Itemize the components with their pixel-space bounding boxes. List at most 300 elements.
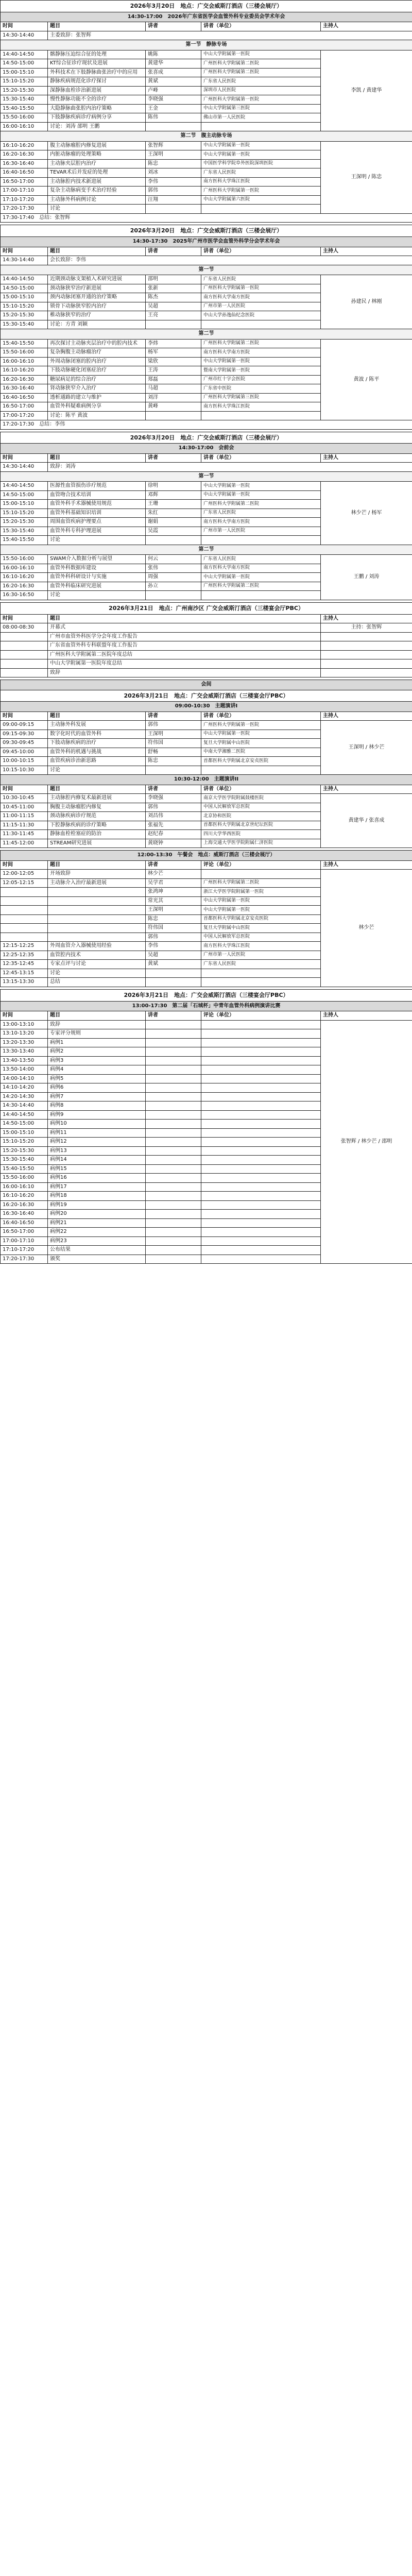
session-title: 2026年3月20日 地点：广交会威斯汀酒店（三楼会展厅） bbox=[1, 225, 412, 237]
session-band-row bbox=[1, 237, 412, 247]
header-speaker: 讲者 bbox=[146, 785, 201, 794]
row-time: 15:00-15:10 bbox=[1, 500, 48, 509]
row-speaker: 黄晓钟 bbox=[146, 839, 201, 848]
part-title: 第二节 bbox=[1, 329, 412, 340]
row-affiliation bbox=[201, 411, 321, 420]
row-topic: 周围血管疾病护理要点 bbox=[48, 518, 146, 527]
session-title: 2026年3月20日 地点：广交会威斯汀酒店（三楼会展厅） bbox=[1, 1, 412, 12]
row-time bbox=[1, 659, 48, 669]
row-time: 10:30-10:45 bbox=[1, 794, 48, 803]
opening-row bbox=[1, 256, 412, 265]
row-speaker bbox=[146, 766, 201, 775]
row-affiliation: 中山大学附属第一医院 bbox=[201, 896, 321, 906]
row-topic: 静脉血栓栓塞症的防治 bbox=[48, 830, 146, 839]
row-time: 15:30-15:40 bbox=[1, 1156, 48, 1165]
session-band-row bbox=[1, 12, 412, 22]
row-time: 16:30-16:40 bbox=[1, 384, 48, 394]
session-band-row bbox=[1, 775, 412, 785]
part-title: 第二节 腹主动脉专场 bbox=[1, 131, 412, 142]
row-affiliation bbox=[201, 1120, 321, 1129]
row-time bbox=[1, 896, 48, 906]
schedule-row bbox=[1, 632, 412, 641]
session-band: 14:30-17:30 2025年广州市医学会血管外科学分会学术年会 bbox=[1, 237, 412, 247]
opening-topic: 主委致辞：张智辉 bbox=[48, 31, 412, 40]
row-affiliation: 广州医科大学附属第一医院 bbox=[201, 284, 321, 293]
row-speaker: 郭伟 bbox=[146, 721, 201, 730]
row-topic: 肾动脉狭窄介入治疗 bbox=[48, 384, 146, 394]
row-time: 17:00-17:10 bbox=[1, 187, 48, 196]
row-topic: 外周血管介入器械使用经验 bbox=[48, 942, 146, 951]
session-d5 bbox=[0, 680, 412, 848]
row-speaker: 王深明 bbox=[146, 730, 201, 739]
row-time: 16:50-17:00 bbox=[1, 1228, 48, 1237]
schedule-row bbox=[1, 794, 412, 803]
session-d7-table bbox=[0, 850, 412, 987]
row-affiliation bbox=[201, 1047, 321, 1057]
row-affiliation bbox=[201, 1083, 321, 1093]
row-time: 10:15-10:30 bbox=[1, 766, 48, 775]
row-topic: 下腔静脉疾病的诊疗策略 bbox=[48, 821, 146, 830]
row-speaker bbox=[146, 1083, 201, 1093]
row-topic: 深静脉血栓诊治新进展 bbox=[48, 86, 146, 95]
session-band: 14:30-17:00 会前会 bbox=[1, 444, 412, 454]
row-time bbox=[1, 888, 48, 897]
row-speaker: 刘洋 bbox=[146, 393, 201, 402]
row-time: 15:10-15:20 bbox=[1, 302, 48, 311]
row-affiliation: 广州市第一人民医院 bbox=[201, 302, 321, 311]
row-speaker bbox=[146, 536, 201, 545]
row-topic: 下肢动脉疾病的治疗 bbox=[48, 739, 146, 748]
row-speaker: 符伟国 bbox=[146, 739, 201, 748]
row-time: 17:20-17:30 bbox=[1, 205, 48, 214]
row-topic: 病例1 bbox=[48, 1038, 146, 1047]
row-speaker: 王涛 bbox=[146, 366, 201, 376]
row-affiliation: 首都医科大学附属北京安贞医院 bbox=[201, 914, 321, 924]
row-affiliation bbox=[201, 1020, 321, 1029]
row-topic: 病例13 bbox=[48, 1146, 146, 1156]
part-title: 第二节 bbox=[1, 545, 412, 555]
chair-cell: 林少芒 bbox=[321, 870, 412, 987]
row-affiliation bbox=[201, 1164, 321, 1174]
row-speaker: 舒畅 bbox=[146, 748, 201, 757]
row-speaker bbox=[146, 1246, 201, 1255]
chair-cell: 黄波 / 陈平 bbox=[321, 339, 412, 420]
row-speaker bbox=[146, 591, 201, 600]
row-topic: 颈动脉疾病诊疗规范 bbox=[48, 812, 146, 821]
closing-note: 17:30-17:40 总结：张智辉 bbox=[1, 213, 412, 223]
session-title: 2026年3月20日 地点：广交会威斯汀酒店（三楼会展厅） bbox=[1, 432, 412, 444]
session-d3-table bbox=[0, 432, 412, 600]
row-topic: 血管外科专科护理进展 bbox=[48, 527, 146, 536]
row-speaker: 黄建华 bbox=[146, 59, 201, 69]
row-affiliation: 中山大学附属第一医院 bbox=[201, 490, 321, 500]
row-time: 12:35-12:45 bbox=[1, 960, 48, 969]
row-affiliation: 广州医科大学附属第二医院 bbox=[201, 339, 321, 348]
row-topic bbox=[48, 896, 146, 906]
row-affiliation bbox=[201, 1192, 321, 1201]
row-topic: 病例5 bbox=[48, 1074, 146, 1083]
programme-document bbox=[0, 0, 412, 1266]
row-affiliation: 中山大学附属第一医院 bbox=[201, 573, 321, 582]
header-affiliation: 讲者（单位） bbox=[201, 453, 321, 463]
row-topic: 血管疾病诊治新思路 bbox=[48, 757, 146, 766]
row-speaker: 邵明 bbox=[146, 275, 201, 284]
part-title-row bbox=[1, 131, 412, 142]
schedule-row bbox=[1, 650, 412, 659]
row-affiliation: 广州医科大学附属第二医院 bbox=[201, 59, 321, 69]
row-speaker bbox=[146, 1101, 201, 1111]
row-speaker: 吴学君 bbox=[146, 878, 201, 888]
row-time: 17:00-17:20 bbox=[1, 411, 48, 420]
row-speaker bbox=[146, 1038, 201, 1047]
row-speaker: 陈忠 bbox=[146, 914, 201, 924]
row-time: 15:50-16:00 bbox=[1, 113, 48, 123]
row-speaker: 陈伟 bbox=[146, 113, 201, 123]
row-speaker: 王珊 bbox=[146, 500, 201, 509]
row-speaker: 王深明 bbox=[146, 906, 201, 915]
row-affiliation: 中山大学附属第一医院 bbox=[201, 730, 321, 739]
row-note bbox=[321, 668, 412, 677]
row-time: 15:40-15:50 bbox=[1, 339, 48, 348]
session-band: 10:30-12:00 主题演讲II bbox=[1, 775, 412, 785]
row-time: 16:10-16:20 bbox=[1, 141, 48, 150]
row-affiliation bbox=[201, 1128, 321, 1138]
row-topic bbox=[48, 914, 146, 924]
header-topic: 题目 bbox=[48, 711, 146, 721]
row-time: 17:10-17:20 bbox=[1, 195, 48, 205]
row-topic: 血管外科的机遇与挑战 bbox=[48, 748, 146, 757]
row-affiliation: 南方医科大学南方医院 bbox=[201, 564, 321, 573]
session-title-row bbox=[1, 225, 412, 237]
row-time: 17:00-17:10 bbox=[1, 1236, 48, 1246]
row-speaker bbox=[146, 1110, 201, 1120]
row-time: 15:30-15:40 bbox=[1, 527, 48, 536]
row-topic: 内脏动脉瘤的处理策略 bbox=[48, 150, 146, 160]
row-time: 16:30-16:40 bbox=[1, 159, 48, 168]
row-topic: STREAM研究进展 bbox=[48, 839, 146, 848]
schedule-row bbox=[1, 339, 412, 348]
header-row bbox=[1, 785, 412, 794]
row-speaker bbox=[146, 1192, 201, 1201]
opening-topic: 会长致辞：李伟 bbox=[48, 256, 412, 265]
row-topic: 讨论：陈平 黄波 bbox=[48, 411, 146, 420]
schedule-row bbox=[1, 555, 412, 564]
header-speaker: 讲者 bbox=[146, 22, 201, 31]
header-affiliation: 讲者（单位） bbox=[201, 711, 321, 721]
row-time: 16:00-16:10 bbox=[1, 1182, 48, 1192]
row-topic: 公布结果 bbox=[48, 1246, 146, 1255]
row-speaker bbox=[146, 320, 201, 329]
row-time: 16:00-16:10 bbox=[1, 357, 48, 366]
header-speaker: 讲者 bbox=[146, 453, 201, 463]
schedule-row bbox=[1, 141, 412, 150]
row-affiliation: 复旦大学附属中山医院 bbox=[201, 739, 321, 748]
header-topic: 题目 bbox=[48, 614, 321, 623]
row-topic: 总结 bbox=[48, 978, 146, 987]
row-time: 16:00-16:10 bbox=[1, 122, 48, 131]
schedule-row bbox=[1, 641, 412, 651]
row-time: 10:00-10:15 bbox=[1, 757, 48, 766]
row-topic: 主动脉外科发展 bbox=[48, 721, 146, 730]
row-time: 09:15-09:30 bbox=[1, 730, 48, 739]
row-time: 15:40-15:50 bbox=[1, 536, 48, 545]
opening-row bbox=[1, 463, 412, 472]
row-time: 15:30-15:40 bbox=[1, 320, 48, 329]
session-title: 2026年3月21日 地点：广交会威斯汀酒店（三楼宴会厅PBC） bbox=[1, 989, 412, 1001]
session-band: 14:30-17:00 2026年广东省医学会血管外科专业委员会学术年会 bbox=[1, 12, 412, 22]
closing-note-row bbox=[1, 420, 412, 430]
header-topic: 题目 bbox=[48, 247, 146, 256]
row-speaker: 刘昌伟 bbox=[146, 812, 201, 821]
row-speaker: 谢娟 bbox=[146, 518, 201, 527]
row-topic: 讨论：刘涛 邵明 王鹏 bbox=[48, 122, 146, 131]
row-time: 14:40-14:50 bbox=[1, 1110, 48, 1120]
row-affiliation: 广州医科大学附属第一医院 bbox=[201, 187, 321, 196]
row-speaker bbox=[146, 1164, 201, 1174]
row-speaker: 郑磊 bbox=[146, 375, 201, 384]
row-topic: 下肢静脉疾病诊疗病例分享 bbox=[48, 113, 146, 123]
row-time: 15:00-15:10 bbox=[1, 1128, 48, 1138]
row-affiliation bbox=[201, 1182, 321, 1192]
row-topic: 医源性血管损伤诊疗规范 bbox=[48, 482, 146, 491]
row-affiliation: 广东省中医院 bbox=[201, 384, 321, 394]
row-speaker bbox=[146, 122, 201, 131]
row-time: 08:00-08:30 bbox=[1, 623, 48, 633]
row-note bbox=[321, 632, 412, 641]
row-affiliation bbox=[201, 1146, 321, 1156]
row-speaker: 张鸿坤 bbox=[146, 888, 201, 897]
row-speaker: 郭伟 bbox=[146, 803, 201, 812]
row-topic: 广东省血管外科专科联盟年度工作报告 bbox=[48, 641, 321, 651]
row-topic: 病例15 bbox=[48, 1164, 146, 1174]
row-time: 14:50-15:00 bbox=[1, 490, 48, 500]
row-time: 15:00-15:10 bbox=[1, 68, 48, 77]
row-topic: 血管腔内技术 bbox=[48, 951, 146, 960]
row-topic: 血管吻合技术培训 bbox=[48, 490, 146, 500]
header-chair: 主持人 bbox=[321, 453, 412, 463]
row-topic: 中山大学附属第一医院年度总结 bbox=[48, 659, 321, 669]
row-affiliation bbox=[201, 1218, 321, 1228]
row-affiliation: 中山大学附属第六医院 bbox=[201, 195, 321, 205]
row-topic: 病例19 bbox=[48, 1200, 146, 1210]
header-affiliation: 讲者（单位） bbox=[201, 22, 321, 31]
row-affiliation: 广州医科大学附属第一医院 bbox=[201, 95, 321, 105]
row-speaker: 刘冰 bbox=[146, 168, 201, 178]
row-topic bbox=[48, 924, 146, 933]
row-topic: 近期颈动脉支架植入术研究进展 bbox=[48, 275, 146, 284]
row-affiliation: 广州医科大学附属第二医院 bbox=[201, 500, 321, 509]
row-affiliation bbox=[201, 978, 321, 987]
session-title-row bbox=[1, 989, 412, 1001]
row-time: 14:30-14:40 bbox=[1, 1101, 48, 1111]
part-title-row bbox=[1, 545, 412, 555]
row-speaker bbox=[146, 1255, 201, 1264]
row-topic: 讨论 bbox=[48, 205, 146, 214]
header-topic: 题目 bbox=[48, 453, 146, 463]
row-time bbox=[1, 914, 48, 924]
row-speaker: 郭伟 bbox=[146, 933, 201, 942]
header-chair: 主持人 bbox=[321, 614, 412, 623]
row-topic: 椎动脉狭窄的治疗 bbox=[48, 311, 146, 320]
row-time: 16:40-16:50 bbox=[1, 393, 48, 402]
header-speaker: 讲者 bbox=[146, 247, 201, 256]
row-time: 14:50-15:00 bbox=[1, 284, 48, 293]
header-time: 时间 bbox=[1, 711, 48, 721]
row-topic: 病例23 bbox=[48, 1236, 146, 1246]
row-time bbox=[1, 906, 48, 915]
header-time: 时间 bbox=[1, 453, 48, 463]
row-speaker bbox=[146, 205, 201, 214]
row-topic: 血管外科科研设计与实施 bbox=[48, 573, 146, 582]
row-topic: 病例4 bbox=[48, 1065, 146, 1075]
session-band-row bbox=[1, 702, 412, 712]
row-topic: 主动脉介入治疗最新进展 bbox=[48, 878, 146, 888]
row-affiliation bbox=[201, 1228, 321, 1237]
row-time: 12:15-12:25 bbox=[1, 942, 48, 951]
header-speaker: 讲者 bbox=[146, 1011, 201, 1021]
header-chair: 主持人 bbox=[321, 860, 412, 870]
row-time: 16:40-16:50 bbox=[1, 168, 48, 178]
row-affiliation: 广东省人民医院 bbox=[201, 77, 321, 87]
row-affiliation: 广州医科大学附属第二医院 bbox=[201, 68, 321, 77]
opening-time: 14:30-14:40 bbox=[1, 463, 48, 472]
header-topic: 题目 bbox=[48, 785, 146, 794]
row-speaker bbox=[146, 1092, 201, 1101]
part-title: 第一节 静脉专场 bbox=[1, 40, 412, 50]
row-speaker: 吴霞 bbox=[146, 527, 201, 536]
row-speaker: 陈忠 bbox=[146, 757, 201, 766]
row-affiliation bbox=[201, 1038, 321, 1047]
row-time: 14:10-14:20 bbox=[1, 1083, 48, 1093]
chair-cell: 王鹏 / 刘涛 bbox=[321, 555, 412, 600]
row-speaker bbox=[146, 1146, 201, 1156]
row-time: 14:40-14:50 bbox=[1, 482, 48, 491]
row-speaker: 张伟 bbox=[146, 564, 201, 573]
row-topic: 主动脉夹层腔内治疗 bbox=[48, 159, 146, 168]
row-topic: 主动脉腔内技术新进展 bbox=[48, 177, 146, 187]
row-speaker bbox=[146, 1047, 201, 1057]
row-time: 15:10-15:20 bbox=[1, 77, 48, 87]
row-time: 14:00-14:10 bbox=[1, 1074, 48, 1083]
row-affiliation: 广州医科大学附属第二医院 bbox=[201, 878, 321, 888]
row-affiliation: 南方医科大学南方医院 bbox=[201, 348, 321, 358]
row-time: 13:50-14:00 bbox=[1, 1065, 48, 1075]
row-time: 12:05-12:15 bbox=[1, 878, 48, 888]
header-row bbox=[1, 247, 412, 256]
row-affiliation: 北京协和医院 bbox=[201, 812, 321, 821]
row-topic: 病例8 bbox=[48, 1101, 146, 1111]
row-topic: 胸腹主动脉瘤腔内修复 bbox=[48, 803, 146, 812]
row-time: 15:20-15:30 bbox=[1, 1146, 48, 1156]
header-chair: 主持人 bbox=[321, 247, 412, 256]
row-time: 13:10-13:20 bbox=[1, 1029, 48, 1039]
row-affiliation: 佛山市第一人民医院 bbox=[201, 113, 321, 123]
chair-cell: 李凯 / 黄建华 bbox=[321, 50, 412, 131]
row-topic: 致辞 bbox=[48, 1020, 146, 1029]
row-time: 15:40-15:50 bbox=[1, 104, 48, 113]
row-affiliation: 广州医科大学附属第一医院 bbox=[201, 721, 321, 730]
row-topic: 广州市血管外科医学分会年度工作报告 bbox=[48, 632, 321, 641]
row-speaker: 王深明 bbox=[146, 150, 201, 160]
row-topic: 专家点评与讨论 bbox=[48, 960, 146, 969]
row-speaker: 李晓强 bbox=[146, 794, 201, 803]
row-time: 17:10-17:20 bbox=[1, 1246, 48, 1255]
row-speaker: 郭伟 bbox=[146, 187, 201, 196]
row-affiliation: 复旦大学附属中山医院 bbox=[201, 924, 321, 933]
session-title-row bbox=[1, 1, 412, 12]
row-topic: 颁奖 bbox=[48, 1255, 146, 1264]
row-speaker: 张福先 bbox=[146, 821, 201, 830]
row-topic: 讨论 bbox=[48, 766, 146, 775]
row-affiliation: 中山大学附属第一医院 bbox=[201, 150, 321, 160]
row-affiliation: 广州市第一人民医院 bbox=[201, 527, 321, 536]
row-time: 13:20-13:30 bbox=[1, 1038, 48, 1047]
row-affiliation bbox=[201, 320, 321, 329]
row-time: 13:40-13:50 bbox=[1, 1056, 48, 1065]
header-time: 时间 bbox=[1, 860, 48, 870]
row-topic bbox=[48, 906, 146, 915]
row-affiliation: 中山大学附属第一医院 bbox=[201, 482, 321, 491]
row-topic: 大隐静脉曲张腔内治疗策略 bbox=[48, 104, 146, 113]
row-time: 14:20-14:30 bbox=[1, 1092, 48, 1101]
row-speaker: 张喜成 bbox=[146, 68, 201, 77]
row-time: 16:10-16:20 bbox=[1, 573, 48, 582]
schedule-row bbox=[1, 870, 412, 879]
row-topic: 颈内动脉闭塞开通的治疗策略 bbox=[48, 293, 146, 302]
row-speaker: 孙立 bbox=[146, 582, 201, 591]
row-topic: 锁骨下动脉狭窄腔内治疗 bbox=[48, 302, 146, 311]
part-title: 第一节 bbox=[1, 265, 412, 275]
row-time: 11:00-11:15 bbox=[1, 812, 48, 821]
row-time: 13:15-13:30 bbox=[1, 978, 48, 987]
row-speaker: 李伟 bbox=[146, 942, 201, 951]
opening-time: 14:30-14:40 bbox=[1, 256, 48, 265]
row-time: 14:50-15:00 bbox=[1, 1120, 48, 1129]
schedule-row bbox=[1, 482, 412, 491]
row-speaker bbox=[146, 1120, 201, 1129]
row-time bbox=[1, 632, 48, 641]
row-topic: 血管外科疑难病例分享 bbox=[48, 402, 146, 412]
row-speaker: 黄斌 bbox=[146, 77, 201, 87]
chair-cell: 林少芒 / 杨军 bbox=[321, 482, 412, 545]
row-affiliation bbox=[201, 969, 321, 978]
row-speaker: 陈忠 bbox=[146, 159, 201, 168]
row-affiliation bbox=[201, 1138, 321, 1147]
session-d2-table bbox=[0, 225, 412, 429]
row-time: 16:20-16:30 bbox=[1, 1200, 48, 1210]
row-note bbox=[321, 659, 412, 669]
row-topic: 开幕式 bbox=[48, 623, 321, 633]
part-title-row bbox=[1, 40, 412, 50]
row-topic: 血管外科数据库建设 bbox=[48, 564, 146, 573]
session-band: 13:00-17:30 第二届「石城杯」中青年血管外科病例演讲比赛 bbox=[1, 1001, 412, 1011]
row-affiliation: 南方医科大学珠江医院 bbox=[201, 402, 321, 412]
row-topic: 病例20 bbox=[48, 1210, 146, 1219]
row-topic: 病例2 bbox=[48, 1047, 146, 1057]
row-time: 13:30-13:40 bbox=[1, 1047, 48, 1057]
row-speaker: 陈杰 bbox=[146, 293, 201, 302]
header-time: 时间 bbox=[1, 247, 48, 256]
row-affiliation bbox=[201, 1074, 321, 1083]
row-speaker: 张智辉 bbox=[146, 141, 201, 150]
row-speaker: 李炜 bbox=[146, 339, 201, 348]
row-speaker bbox=[146, 1029, 201, 1039]
schedule-row bbox=[1, 721, 412, 730]
row-topic: 颈动脉狭窄治疗新进展 bbox=[48, 284, 146, 293]
chair-cell: 黄建华 / 张喜成 bbox=[321, 794, 412, 848]
row-time: 15:10-15:20 bbox=[1, 1138, 48, 1147]
row-speaker: 李晓强 bbox=[146, 95, 201, 105]
